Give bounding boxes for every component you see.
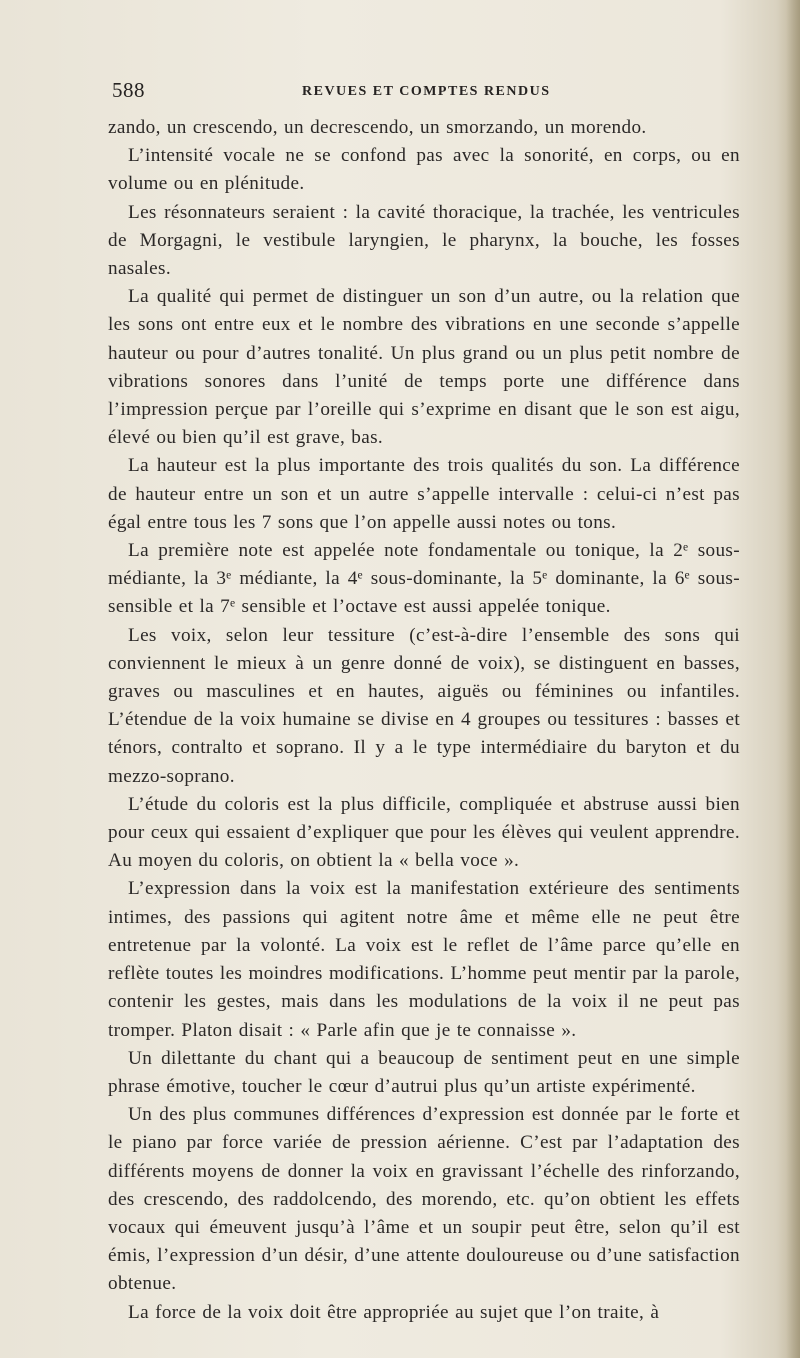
paragraph: Un des plus communes différences d’expression est donnée par le forte et le piano par force variée de pression aérienne. C’est par l’adaptation des différents moyens de donner la voix en gravissant l’échelle des rinforzando, des crescendo, des raddolcendo, des morendo, etc. qu’on obtient les effets vocaux qui émeuvent jusqu’à l’âme et un soupir peut être, selon qu’il est émis, l’expression d’un désir, d’une attente douloureuse ou d’une satisfaction obtenue. <box>108 1104 740 1295</box>
paragraph: Un dilettante du chant qui a beaucoup de sentiment peut en une simple phrase émotive, toucher le cœur d’autrui plus qu’un artiste expérimenté. <box>108 1047 740 1097</box>
running-header <box>112 78 742 104</box>
paragraph: L’intensité vocale ne se confond pas avec la sonorité, en corps, ou en volume ou en plénitude. <box>108 145 740 195</box>
paragraph: Les résonnateurs seraient : la cavité thoracique, la trachée, les ventricules de Morgagni, le vestibule laryngien, le pharynx, la bouche, les fosses nasales. <box>108 201 740 280</box>
paragraph: L’expression dans la voix est la manifestation extérieure des sentiments intimes, des passions qui agitent notre âme et même elle ne peut être entretenue par la volonté. La voix est le reflet de l’âme parce qu’elle en reflète toutes les moindres modifications. L’homme peut mentir par la parole, contenir les gestes, mais dans les modulations de la voix il ne peut pas tromper. Platon disait : « Parle afin que je te connaisse ». <box>108 878 740 1041</box>
paragraph: La première note est appelée note fondamentale ou tonique, la 2ᵉ sous-médiante, la 3ᵉ médiante, la 4ᵉ sous-dominante, la 5ᵉ dominante, la 6ᵉ sous-sensible et la 7ᵉ sensible et l’octave est aussi appelée tonique. <box>108 540 740 618</box>
paragraph: La qualité qui permet de distinguer un son d’un autre, ou la relation que les sons ont entre eux et le nombre des vibrations en une seconde s’appelle hauteur ou pour d’autres tonalité. Un plus grand ou un plus petit nombre de vibrations sonores dans l’unité de temps porte une différence dans l’impression perçue par l’oreille qui s’exprime en disant que le son est aigu, élevé ou bien qu’il est grave, bas. <box>108 286 740 449</box>
page-number: 588 <box>112 78 145 102</box>
paragraph: Les voix, selon leur tessiture (c’est-à-dire l’ensemble des sons qui conviennent le mieux à un genre donné de voix), se distinguent en basses, graves ou masculines et en hautes, aiguës ou féminines ou infantiles. L’étendue de la voix humaine se divise en 4 groupes ou tessitures : basses et ténors, contralto et soprano. Il y a le type intermédiaire du baryton et du mezzo-soprano. <box>108 624 740 787</box>
paragraph: zando, un crescendo, un decrescendo, un smorzando, un morendo. <box>108 117 647 138</box>
paragraph: L’étude du coloris est la plus difficile, compliquée et abstruse aussi bien pour ceux qui essaient d’expliquer que pour les élèves qui veulent apprendre. Au moyen du coloris, on obtient la « bella voce ». <box>108 793 740 872</box>
body-text <box>108 114 740 1327</box>
page-edge-shadow <box>786 0 800 1358</box>
running-title: REVUES ET COMPTES RENDUS <box>302 84 551 99</box>
paragraph: La hauteur est la plus importante des trois qualités du son. La différence de hauteur entre un son et un autre s’appelle intervalle : celui-ci n’est pas égal entre tous les 7 sons que l’on appelle aussi notes ou tons. <box>108 455 740 533</box>
paragraph: La force de la voix doit être appropriée au sujet que l’on traite, à <box>128 1301 660 1323</box>
